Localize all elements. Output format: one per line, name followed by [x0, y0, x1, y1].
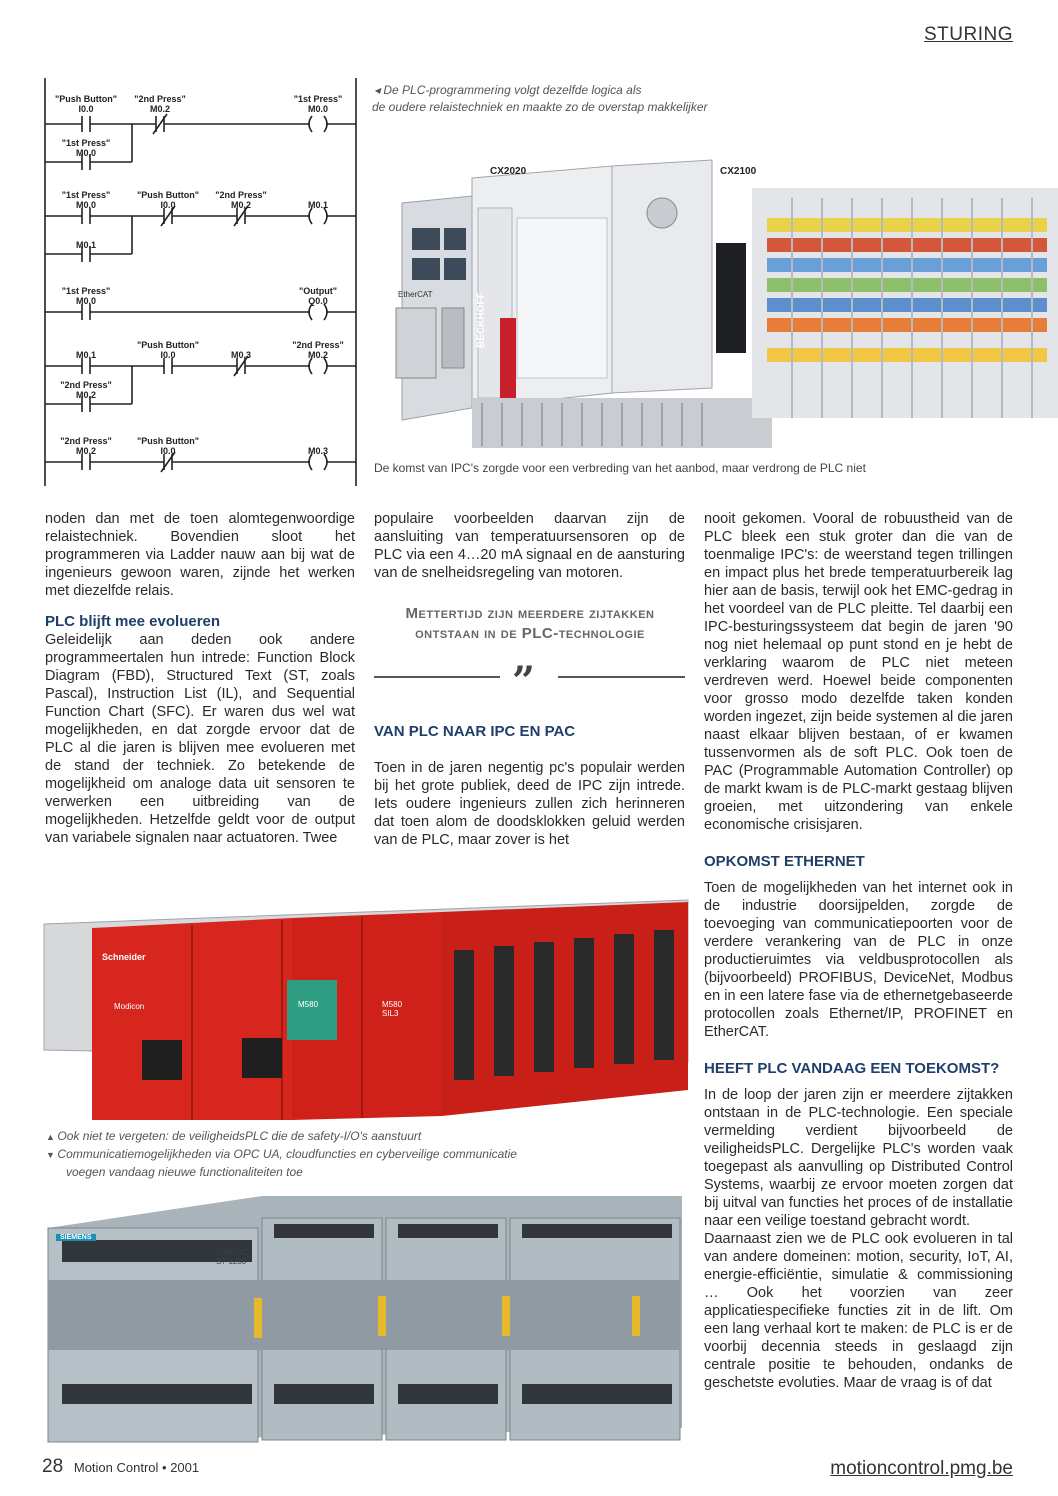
- m580-sil3-label: M580 SIL3: [382, 1000, 403, 1018]
- footer-url-link[interactable]: motioncontrol.pmg.be: [830, 1458, 1013, 1479]
- ladder-label: M0.1: [75, 350, 97, 360]
- ladder-label: "1st Press" M0.0: [293, 94, 343, 114]
- col3-paragraph-4: Daarnaast zien we de PLC ook evolueren in tal van andere domeinen: motion, security, IoT, AI, energie-efficiëntie, simulatie & commissioning … Ook het voorzien van zeer applicatiespecifieke functies zit in de lift. Om een lang verhaal kort te maken: de PLC is er de voorbij decennia steeds in geslaagd zijn centrale positie te behouden, ondanks de geschetste evoluties. Maar de vraag is of dat: [704, 1231, 1013, 1391]
- ladder-label: "2nd Press" M0.2: [60, 436, 112, 456]
- col3-heading-1: OPKOMST ETHERNET: [704, 853, 865, 870]
- column-3: [704, 510, 1013, 1392]
- section-label: STURING: [924, 24, 1013, 45]
- ethercat-label: EtherCAT: [398, 290, 433, 299]
- ladder-label: "1st Press" M0.0: [61, 190, 111, 210]
- ladder-label: M0.1: [307, 200, 329, 210]
- column-2-bottom: [374, 722, 685, 849]
- ladder-label: "1st Press" M0.0: [61, 286, 111, 306]
- ladder-label: "Push Button" I0.0: [54, 94, 118, 114]
- caption-line: Ook niet te vergeten: de veiligheidsPLC die de safety-I/O's aanstuurt: [57, 1129, 422, 1143]
- footer-left: [42, 1456, 199, 1478]
- col2-paragraph-2: Toen in de jaren negentig pc's populair werden bij het grote publiek, deed de IPC zijn intrede. Iets oudere ingenieurs zullen zich herinneren dat toen alom de doodsklokken geluid werden van de PLC, maar zover is het: [374, 760, 685, 848]
- col1-paragraph-2: Geleidelijk aan deden ook andere programmeertalen hun intrede: Function Block Diagram (FBD), Structured Text (ST, zoals Pascal), Instruction List (IL), and Sequential Function Chart (SFC). Er waren dus wel wat mogelijkheden, en dat zorgde ervoor dat de PLC al die jaren is blijven mee evolueren met de stand der techniek. Zo betekende de mogelijkheid om analoge data uit sensoren te verwerken een uitbreiding van de mogelijkheden. Hetzelfde geldt voor de output van variabele signalen naar actuatoren. Twee: [45, 632, 355, 846]
- quote-rule-left: [374, 676, 500, 678]
- siemens-brand: SIEMENS: [56, 1234, 96, 1241]
- col1-paragraph-1: noden dan met de toen alomtegenwoordige relaistechniek. Bovendien sloot het programmeren via Ladder nauw aan bij wat de ingenieurs gewoon waren, zijnde het werken met diezelfde relais.: [45, 511, 355, 599]
- ladder-label: "Push Button" I0.0: [136, 190, 200, 210]
- ladder-label: "2nd Press" M0.2: [60, 380, 112, 400]
- ladder-label: M0.3: [307, 446, 329, 456]
- ladder-label: "2nd Press" M0.2: [134, 94, 186, 114]
- cx2100-label: CX2100: [720, 166, 757, 177]
- beckhoff-brand: BECKHOFF: [476, 292, 487, 348]
- col3-paragraph-2: Toen de mogelijkheden van het internet ook in de industrie doorsijpelden, zorgde de toevoeging van communicatiepoorten voor de verdere verankering van de PLC in onze productieruimtes via veldbusprotocollen als (bijvoorbeeld) PROFIBUS, DeviceNet, Modbus en in een latere fase via de ethernetgebaseerde protocollen zoals Ethernet/IP, PROFINET en EtherCAT.: [704, 880, 1013, 1040]
- schneider-safety-plc-photo: [42, 890, 690, 1122]
- page-number: 28: [42, 1456, 64, 1477]
- caption-line: Communicatiemogelijkheden via OPC UA, cloudfuncties en cyberveilige communicatie: [57, 1147, 517, 1161]
- ladder-label: M0.3: [230, 350, 252, 360]
- pull-quote: Mettertijd zijn meerdere zijtakken ontstaan in de PLC-technologie: [405, 605, 655, 642]
- ladder-label: "1st Press" M0.0: [61, 138, 111, 158]
- ladder-label: "2nd Press" M0.2: [292, 340, 344, 360]
- caption-safety-opc: ▲ Ook niet te vergeten: de veiligheidsPLC die de safety-I/O's aanstuurt ▼ Communicatiemogelijkheden via OPC UA, cloudfuncties en cyberveilige communicatie voegen vandaag nieuwe functionaliteiten toe: [46, 1129, 517, 1179]
- caption-line: de oudere relaistechniek en maakte zo de overstap makkelijker: [372, 100, 708, 114]
- col1-heading: PLC blijft mee evolueren: [45, 613, 221, 630]
- beckhoff-ipc-graphic: [372, 158, 1058, 456]
- siemens-graphic: [42, 1188, 684, 1446]
- schneider-brand: Schneider: [102, 952, 146, 962]
- siemens-model: SIMATIC S7-1200: [216, 1248, 248, 1266]
- col2-paragraph-1: populaire voorbeelden daarvan zijn de aansluiting van temperatuursensoren op de PLC via een 4…20 mA signaal en de aansturing van de snelheidsregeling van motoren.: [374, 511, 685, 581]
- ladder-label: "2nd Press" M0.2: [215, 190, 267, 210]
- quote-mark-icon: ”: [512, 658, 536, 705]
- beckhoff-ipc-photo: [372, 158, 1058, 456]
- col3-heading-2: HEEFT PLC VANDAAG EEN TOEKOMST?: [704, 1060, 1000, 1077]
- col3-paragraph-1: nooit gekomen. Vooral de robuustheid van de PLC bleek een stuk groter dan die van de toenmalige IPC's: de weerstand tegen trillingen en impact plus het brede temperatuurbereik lag hier aan de basis, terwijl ook het EMC-gedrag in het voordeel van de PLC pleitte. Tel daarbij een IPC-besturingssysteem dat begin de jaren '90 nog niet helemaal op punt stond en je hebt de verklaring waarom de PLC niet meteen verdreven werd. Hoewel beide componenten voor grosso modo dezelfde taken konden worden ingezet, zijn beide systemen al die jaren naast elkaar blijven bestaan, of er kwamen tussenvormen als de soft PLC. Ook toen de PAC (Programmable Automation Controller) op de markt kwam is de PLC-markt gestaag blijven groeien, met uitzondering van enkele economische crisisjaren.: [704, 511, 1013, 833]
- m580-label: M580: [298, 1000, 319, 1009]
- siemens-plc-photo: [42, 1188, 684, 1446]
- caption-line: De PLC-programmering volgt dezelfde logica als: [383, 83, 642, 97]
- ladder-label: "Push Button" I0.0: [136, 436, 200, 456]
- caption-line: voegen vandaag nieuwe functionaliteiten toe: [66, 1165, 303, 1179]
- modicon-label: Modicon: [114, 1002, 145, 1011]
- col3-paragraph-3: In de loop der jaren zijn er meerdere zijtakken ontstaan in de PLC-technologie. Een speciale vermelding verdient bijvoorbeeld de veiligheidsPLC. Dergelijke PLC's worden vaak toegepast als aanvulling op Distributed Control Systems, waarbij ze ervoor moeten zorgen dat bij uitval van functies het proces of de installatie naar een veilige toestand gebracht wordt.: [704, 1087, 1013, 1229]
- col2-heading: VAN PLC NAAR IPC EN PAC: [374, 723, 576, 740]
- ladder-label: "Push Button" I0.0: [136, 340, 200, 360]
- caption-ipc: De komst van IPC's zorgde voor een verbreding van het aanbod, maar verdrong de PLC niet: [374, 461, 866, 475]
- column-2-top: [374, 510, 685, 582]
- ladder-label: "Output" Q0.0: [298, 286, 338, 306]
- caption-plc-programming: ◂ De PLC-programmering volgt dezelfde logica als de oudere relaistechniek en maakte zo de overstap makkelijker: [372, 83, 708, 114]
- cx2020-label: CX2020: [490, 166, 527, 177]
- ladder-label: M0.1: [75, 240, 97, 250]
- quote-rule-right: [558, 676, 685, 678]
- magazine-issue: Motion Control • 2001: [73, 1460, 200, 1475]
- ladder-diagram: [42, 78, 360, 486]
- column-1: [45, 510, 355, 847]
